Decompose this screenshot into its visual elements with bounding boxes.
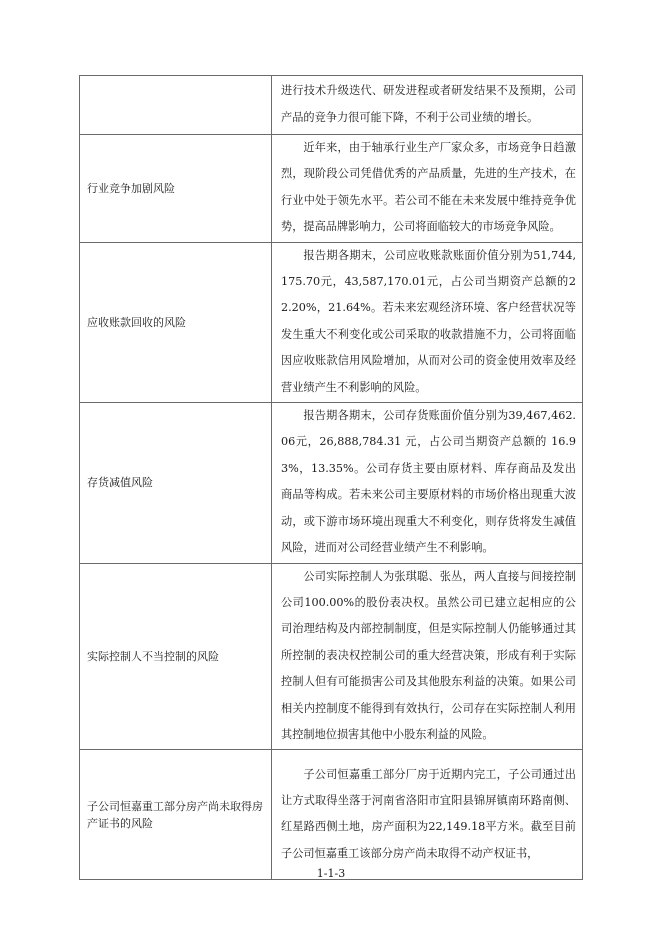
table-row [80, 76, 583, 135]
page-number: 1-1-3 [316, 867, 346, 880]
risk-description-cell [272, 563, 583, 750]
table-row [80, 750, 583, 880]
risk-name-cell: 行业竞争加剧风险 [80, 135, 272, 243]
table-row [80, 403, 583, 563]
risk-name-cell: 应收账款回收的风险 [80, 242, 272, 402]
risk-name-cell: 实际控制人不当控制的风险 [80, 563, 272, 750]
risk-name-cell [80, 76, 272, 135]
risk-description-cell [272, 76, 583, 135]
risk-description-cell [272, 135, 583, 243]
risk-name-cell: 子公司恒嘉重工部分房产尚未取得房产证书的风险 [80, 750, 272, 880]
table-row [80, 563, 583, 750]
risk-description: 近年来，由于轴承行业生产厂家众多，市场竞争日趋激烈，现阶段公司凭借优秀的产品质量，先进的生产技术，在行业中处于领先水平。若公司不能在未来发展中维持竞争优势，提高品牌影响力，公司将面临较大的市场竞争风险。 [281, 141, 576, 234]
risk-table-body [80, 76, 583, 880]
risk-factors-table [79, 75, 583, 880]
risk-description: 报告期各期末，公司存货账面价值分别为39,467,462.06元，26,888,784.31 元，占公司当期资产总额的 16.93%，13.35%。公司存货主要由原材料、库存商品及发出商品等构成。若未来公司主要原材料的市场价格出现重大波动，或下游市场环境出现重大不利变化，则存货将发生减值风险，进而对公司经营业绩产生不利影响。 [281, 409, 576, 555]
risk-description: 进行技术升级迭代、研发进程或者研发结果不及预期，公司产品的竞争力很可能下降，不利于公司业绩的增长。 [281, 84, 576, 124]
table-row [80, 135, 583, 243]
risk-description: 子公司恒嘉重工部分厂房于近期内完工，子公司通过出让方式取得坐落于河南省洛阳市宜阳县锦屏镇南环路南侧、红星路西侧土地，房产面积为22,149.18平方米。截至目前子公司恒嘉重工该部分房产尚未取得不动产权证书， [281, 767, 576, 860]
risk-description-cell [272, 750, 583, 880]
risk-description: 公司实际控制人为张琪聪、张丛，两人直接与间接控制公司100.00%的股份表决权。虽然公司已建立起相应的公司治理结构及内部控制制度，但是实际控制人仍能够通过其所控制的表决权控制公司的重大经营决策，形成有利于实际控制人但有可能损害公司及其他股东利益的决策。如果公司相关内控制度不能得到有效执行，公司存在实际控制人利用其控制地位损害其他中小股东利益的风险。 [281, 569, 576, 741]
risk-description: 报告期各期末，公司应收账款账面价值分别为51,744,175.70元，43,587,170.01元，占公司当期资产总额的22.20%，21.64%。若未来宏观经济环境、客户经营状况等发生重大不利变化或公司采取的收款措施不力，公司将面临因应收账款信用风险增加，从而对公司的资金使用效率及经营业绩产生不利影响的风险。 [281, 248, 576, 394]
risk-name-cell: 存货减值风险 [80, 403, 272, 563]
table-row [80, 242, 583, 402]
risk-description-cell [272, 403, 583, 563]
risk-description-cell [272, 242, 583, 402]
